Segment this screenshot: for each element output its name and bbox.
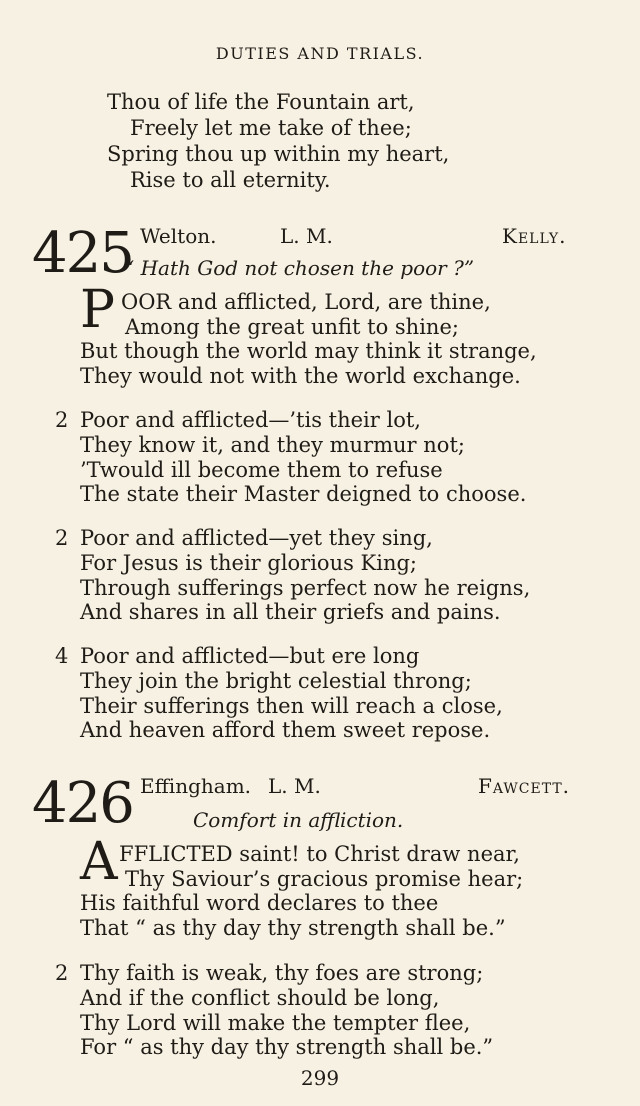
stanza-1-line-1 [121,290,491,314]
verse-number: 2 [55,408,69,432]
meter: L. M. [280,224,333,248]
hymn-number: 426 [32,771,133,836]
first-word-rest: FFLICTED [119,842,233,866]
running-head: DUTIES AND TRIALS. [215,44,425,63]
page-number: 299 [300,1066,340,1090]
stanza-2-line-3: ’Twould ill become them to refuse [80,458,443,482]
intro-line-3: Spring thou up within my heart, [107,142,450,166]
stanza-2-line-2: And if the conflict should be long, [80,986,440,1010]
stanza-4-line-2: They join the bright celestial throng; [80,669,472,693]
line-text: and afflicted, Lord, are thine, [171,290,491,314]
stanza-2-line-4: For “ as thy day thy strength shall be.” [80,1035,494,1059]
line-text: saint! to Christ draw near, [232,842,520,866]
stanza-2-line-4: The state their Master deigned to choose. [80,482,527,506]
author-name: Kelly. [502,224,567,248]
drop-cap: P [80,280,115,340]
tune-name: Welton. [140,224,217,248]
stanza-2-line-1: Thy faith is weak, thy foes are strong; [80,961,484,985]
tune-name: Effingham. [140,774,252,798]
verse-number: 2 [55,526,69,550]
stanza-2-line-1: Poor and afflicted—’tis their lot, [80,408,421,432]
author-name: Fawcett. [478,774,571,798]
stanza-1-line-1 [119,842,520,866]
hymn-subtitle: “ Hath God not chosen the poor ?” [124,256,475,280]
stanza-4-line-3: Their sufferings then will reach a close, [80,694,503,718]
first-word-rest: OOR [121,290,172,314]
intro-line-1: Thou of life the Fountain art, [107,90,415,114]
stanza-1-line-2: Among the great unfit to shine; [125,315,459,339]
stanza-3-line-2: For Jesus is their glorious King; [80,551,417,575]
stanza-1-line-3: But though the world may think it strange, [80,339,537,363]
meter: L. M. [268,774,321,798]
stanza-1-line-2: Thy Saviour’s gracious promise hear; [125,867,524,891]
stanza-2-line-2: They know it, and they murmur not; [80,433,465,457]
stanza-1-line-4: They would not with the world exchange. [80,364,521,388]
stanza-4-line-4: And heaven afford them sweet repose. [80,718,491,742]
hymn-number: 425 [32,221,133,286]
hymn-subtitle: Comfort in affliction. [193,808,404,832]
stanza-1-line-3: His faithful word declares to thee [80,891,439,915]
stanza-3-line-3: Through sufferings perfect now he reigns, [80,576,531,600]
intro-line-4: Rise to all eternity. [130,168,331,192]
stanza-4-line-1: Poor and afflicted—but ere long [80,644,420,668]
stanza-3-line-4: And shares in all their griefs and pains. [80,600,501,624]
stanza-3-line-1: Poor and afflicted—yet they sing, [80,526,433,550]
verse-number: 2 [55,961,69,985]
stanza-1-line-4: That “ as thy day thy strength shall be.” [80,916,506,940]
verse-number: 4 [55,644,69,668]
intro-line-2: Freely let me take of thee; [130,116,412,140]
stanza-2-line-3: Thy Lord will make the tempter flee, [80,1011,471,1035]
drop-cap: A [80,832,118,892]
